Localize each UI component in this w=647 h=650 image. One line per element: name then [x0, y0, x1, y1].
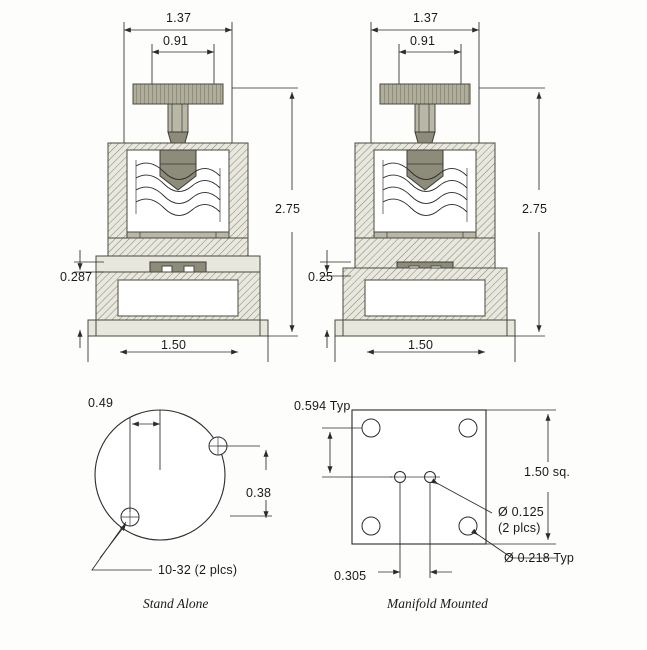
stand-alone-section-geometry: [74, 22, 301, 362]
dim-2-75-right: 2.75: [522, 202, 548, 216]
dim-0-305: 0.305: [334, 569, 367, 583]
dim-dia-0-125: Ø 0.125: [498, 505, 544, 519]
dim-0-287-left: 0.287: [60, 270, 93, 284]
dim-1-50-right: 1.50: [408, 338, 434, 352]
manifold-mounted-section-geometry: [320, 22, 548, 362]
dim-1-50-left: 1.50: [161, 338, 187, 352]
dim-0-91-right: 0.91: [410, 34, 436, 48]
stand-alone-bottom-geometry: [92, 410, 272, 570]
callout-10-32: 10-32 (2 plcs): [158, 563, 238, 577]
dim-0-38: 0.38: [246, 486, 272, 500]
dim-1-50-sq: 1.50 sq.: [524, 465, 571, 479]
dim-1-37-right: 1.37: [413, 11, 439, 25]
dim-1-37-left: 1.37: [166, 11, 192, 25]
caption-manifold-mounted: Manifold Mounted: [387, 596, 488, 611]
dim-0-594-typ: 0.594 Typ: [294, 399, 351, 413]
dim-0-25-right: 0.25: [308, 270, 334, 284]
dim-dia-0-218-typ: Ø 0.218 Typ: [504, 551, 575, 565]
dim-0-125-qty: (2 plcs): [498, 521, 541, 535]
caption-stand-alone: Stand Alone: [143, 596, 209, 611]
dim-0-49: 0.49: [88, 396, 114, 410]
dim-0-91-left: 0.91: [163, 34, 189, 48]
dim-2-75-left: 2.75: [275, 202, 301, 216]
